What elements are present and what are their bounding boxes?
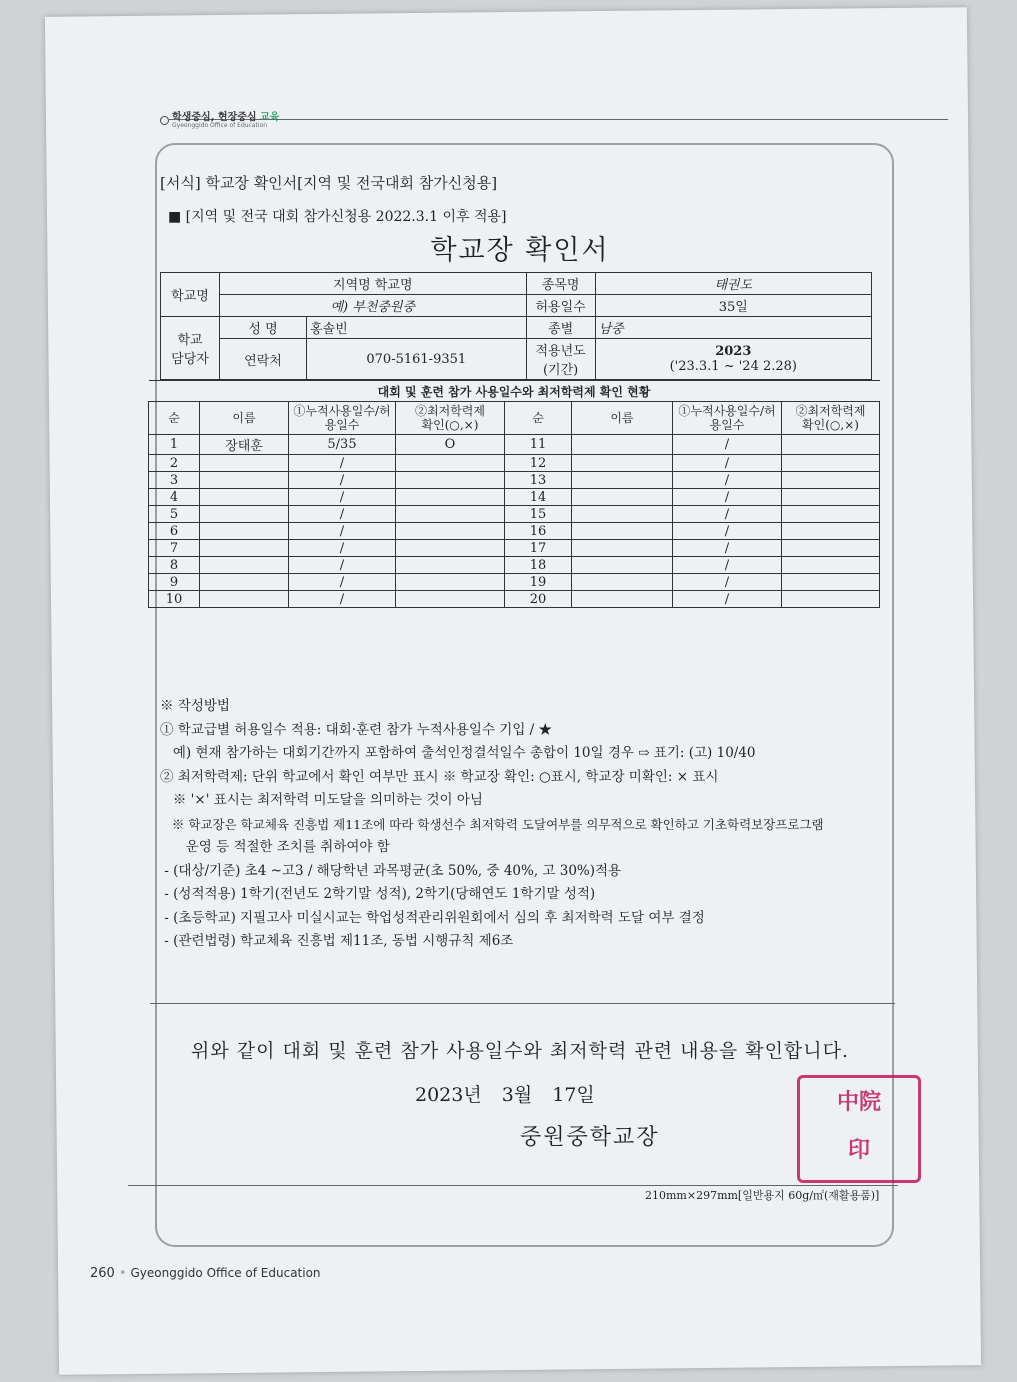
usage-cell: / [289, 540, 396, 557]
signer-name: 중원중학교장 [520, 1125, 660, 1150]
usage-cell [200, 455, 289, 472]
info-table [160, 272, 872, 380]
school-header: 지역명 학교명 [220, 273, 527, 295]
usage-cell [200, 574, 289, 591]
usage-cell: / [289, 574, 396, 591]
bottom-divider [128, 1185, 898, 1186]
usage-cell: O [396, 435, 505, 455]
usage-cell: / [673, 540, 782, 557]
note-line: ※ '×' 표시는 최저학력 미도달을 의미하는 것이 아님 [160, 792, 483, 808]
usage-cell: / [673, 523, 782, 540]
usage-cell: 10 [149, 591, 200, 608]
usage-row [149, 455, 880, 472]
usage-row [149, 557, 880, 574]
usage-row [149, 506, 880, 523]
sport-value: 태권도 [595, 273, 871, 295]
usage-cell [782, 591, 880, 608]
usage-cell [572, 540, 673, 557]
col-days-header-2: ①누적사용일수/허 용일수 [673, 402, 782, 435]
usage-row [149, 591, 880, 608]
usage-cell [200, 591, 289, 608]
usage-row [149, 489, 880, 506]
usage-cell [572, 489, 673, 506]
usage-cell: / [289, 523, 396, 540]
usage-cell [396, 523, 505, 540]
usage-cell [572, 574, 673, 591]
header-rule [168, 119, 948, 120]
note-line: - (초등학교) 지필고사 미실시교는 학업성적관리위원회에서 심의 후 최저학력 도달 여부 결정 [160, 909, 705, 926]
note-line: ※ 작성방법 [160, 698, 230, 714]
note-line: ※ 학교장은 학교체육 진흥법 제11조에 따라 학생선수 최저학력 도달여부를 의무적으로 확인하고 기초학력보장프로그램 [160, 816, 824, 832]
note-line: - (성적적용) 1학기(전년도 2학기말 성적), 2학기(당해연도 1학기말 성적) [160, 886, 596, 902]
note-line: 예) 현재 참가하는 대회기간까지 포함하여 출석인정결석일수 총합이 10일 경우 ⇨ 표기: (고) 10/40 [160, 745, 756, 761]
usage-cell: / [289, 591, 396, 608]
writing-instructions [160, 695, 890, 954]
usage-cell: 6 [149, 523, 200, 540]
confirmation-statement: 위와 같이 대회 및 훈련 참가 사용일수와 최저학력 관련 내용을 확인합니다. [190, 1040, 850, 1062]
usage-cell: 12 [505, 455, 572, 472]
official-seal-icon: 中院 印 [797, 1075, 921, 1183]
usage-cell: 5 [149, 506, 200, 523]
usage-cell [782, 557, 880, 574]
usage-cell: / [673, 435, 782, 455]
usage-cell [782, 574, 880, 591]
days-label: 허용일수 [526, 295, 595, 317]
usage-cell [782, 540, 880, 557]
footer-org: Gyeonggido Office of Education [130, 1266, 321, 1280]
note-line: - (대상/기준) 초4 ~고3 / 해당학년 과목평균(초 50%, 중 40%, 고 30%)적용 [160, 862, 622, 879]
usage-cell: 5/35 [289, 435, 396, 455]
usage-cell [200, 489, 289, 506]
phone-label: 연락처 [220, 339, 307, 380]
usage-cell: / [673, 591, 782, 608]
usage-cell: 15 [505, 506, 572, 523]
usage-cell: / [673, 472, 782, 489]
sub-label: ■ [지역 및 전국 대회 참가신청용 2022.3.1 이후 적용] [168, 209, 507, 225]
usage-cell: 1 [149, 435, 200, 455]
usage-cell [782, 506, 880, 523]
usage-cell: / [289, 455, 396, 472]
page-number: 260 [90, 1266, 115, 1281]
header-dot-icon [160, 116, 169, 125]
col-no-header-2: 순 [505, 402, 572, 435]
usage-cell: 17 [505, 540, 572, 557]
col-no-header: 순 [149, 402, 200, 435]
usage-cell [782, 472, 880, 489]
usage-row [149, 523, 880, 540]
usage-cell [396, 591, 505, 608]
gender-value: 남중 [595, 317, 871, 339]
usage-cell [396, 472, 505, 489]
usage-cell [200, 506, 289, 523]
usage-cell [396, 489, 505, 506]
school-value: 예) 부천중원중 [220, 295, 527, 317]
usage-cell [572, 523, 673, 540]
usage-cell: 장태훈 [200, 435, 289, 455]
usage-cell [782, 455, 880, 472]
note-line: - (관련법령) 학교체육 진흥법 제11조, 동법 시행규칙 제6조 [160, 933, 514, 949]
usage-row [149, 540, 880, 557]
usage-cell [572, 455, 673, 472]
note-line: 운영 등 적절한 조치를 취하여야 함 [160, 839, 390, 855]
usage-cell: 4 [149, 489, 200, 506]
usage-cell [782, 489, 880, 506]
year-value: 2023 ('23.3.1 ~ '24 2.28) [595, 339, 871, 380]
confirmation-date: 2023년 3월 17일 [415, 1084, 595, 1106]
usage-cell [396, 574, 505, 591]
usage-cell [200, 557, 289, 574]
col-grade-header-2: ②최저학력제 확인(○,×) [782, 402, 880, 435]
usage-cell: / [673, 506, 782, 523]
divider [150, 1003, 895, 1004]
usage-cell: 20 [505, 591, 572, 608]
gender-label: 종별 [526, 317, 595, 339]
usage-cell: 9 [149, 574, 200, 591]
usage-cell: / [673, 489, 782, 506]
col-days-header: ①누적사용일수/허 용일수 [289, 402, 396, 435]
usage-cell: / [289, 557, 396, 574]
usage-cell [396, 455, 505, 472]
year-label: 적용년도 (기간) [526, 339, 595, 380]
usage-cell [572, 506, 673, 523]
page-header [118, 100, 938, 130]
usage-cell: 3 [149, 472, 200, 489]
usage-row [149, 574, 880, 591]
usage-cell: 16 [505, 523, 572, 540]
usage-cell [782, 435, 880, 455]
note-line: ① 학교급별 허용일수 적용: 대회·훈련 참가 누적사용일수 기입 / ★ [160, 721, 552, 738]
usage-cell: 11 [505, 435, 572, 455]
usage-cell: / [673, 557, 782, 574]
form-label: [서식] 학교장 확인서[지역 및 전국대회 참가신청용] [160, 174, 498, 192]
page-footer: 260 • Gyeonggido Office of Education [90, 1266, 321, 1281]
usage-cell [396, 557, 505, 574]
usage-cell: / [673, 574, 782, 591]
usage-cell: / [673, 455, 782, 472]
usage-row [149, 472, 880, 489]
usage-cell: 8 [149, 557, 200, 574]
note-line: ② 최저학력제: 단위 학교에서 확인 여부만 표시 ※ 학교장 확인: ○표시, 학교장 미확인: × 표시 [160, 768, 719, 785]
usage-cell: 2 [149, 455, 200, 472]
name-label: 성 명 [220, 317, 307, 339]
usage-caption: 대회 및 훈련 참가 사용일수와 최저학력제 확인 현황 [149, 381, 880, 402]
usage-table [148, 380, 880, 608]
document-title: 학교장 확인서 [430, 235, 610, 266]
days-value: 35일 [595, 295, 871, 317]
usage-cell [572, 472, 673, 489]
usage-cell: 7 [149, 540, 200, 557]
usage-cell: / [289, 489, 396, 506]
school-label: 학교명 [161, 273, 220, 317]
usage-cell: 14 [505, 489, 572, 506]
usage-cell: 13 [505, 472, 572, 489]
usage-cell [782, 523, 880, 540]
usage-cell [200, 523, 289, 540]
sport-label: 종목명 [526, 273, 595, 295]
usage-cell [572, 435, 673, 455]
usage-row [149, 435, 880, 455]
usage-cell: / [289, 472, 396, 489]
col-name-header-2: 이름 [572, 402, 673, 435]
header-slogan: 학생중심, 현장중심 교육 [172, 112, 280, 123]
usage-cell [200, 540, 289, 557]
usage-cell: 18 [505, 557, 572, 574]
usage-cell: / [289, 506, 396, 523]
contact-label: 학교 담당자 [161, 317, 220, 380]
name-value: 홍솔빈 [307, 317, 527, 339]
usage-cell: 19 [505, 574, 572, 591]
col-grade-header: ②최저학력제 확인(○,×) [396, 402, 505, 435]
paper-size-note: 210mm×297mm[일반용지 60g/㎡(재활용품)] [645, 1189, 880, 1202]
usage-cell [572, 557, 673, 574]
usage-cell [396, 506, 505, 523]
usage-cell [572, 591, 673, 608]
usage-cell [396, 540, 505, 557]
header-sub: Gyeonggido Office of Education [172, 122, 268, 129]
phone-value: 070-5161-9351 [307, 339, 527, 380]
usage-cell [200, 472, 289, 489]
col-name-header: 이름 [200, 402, 289, 435]
